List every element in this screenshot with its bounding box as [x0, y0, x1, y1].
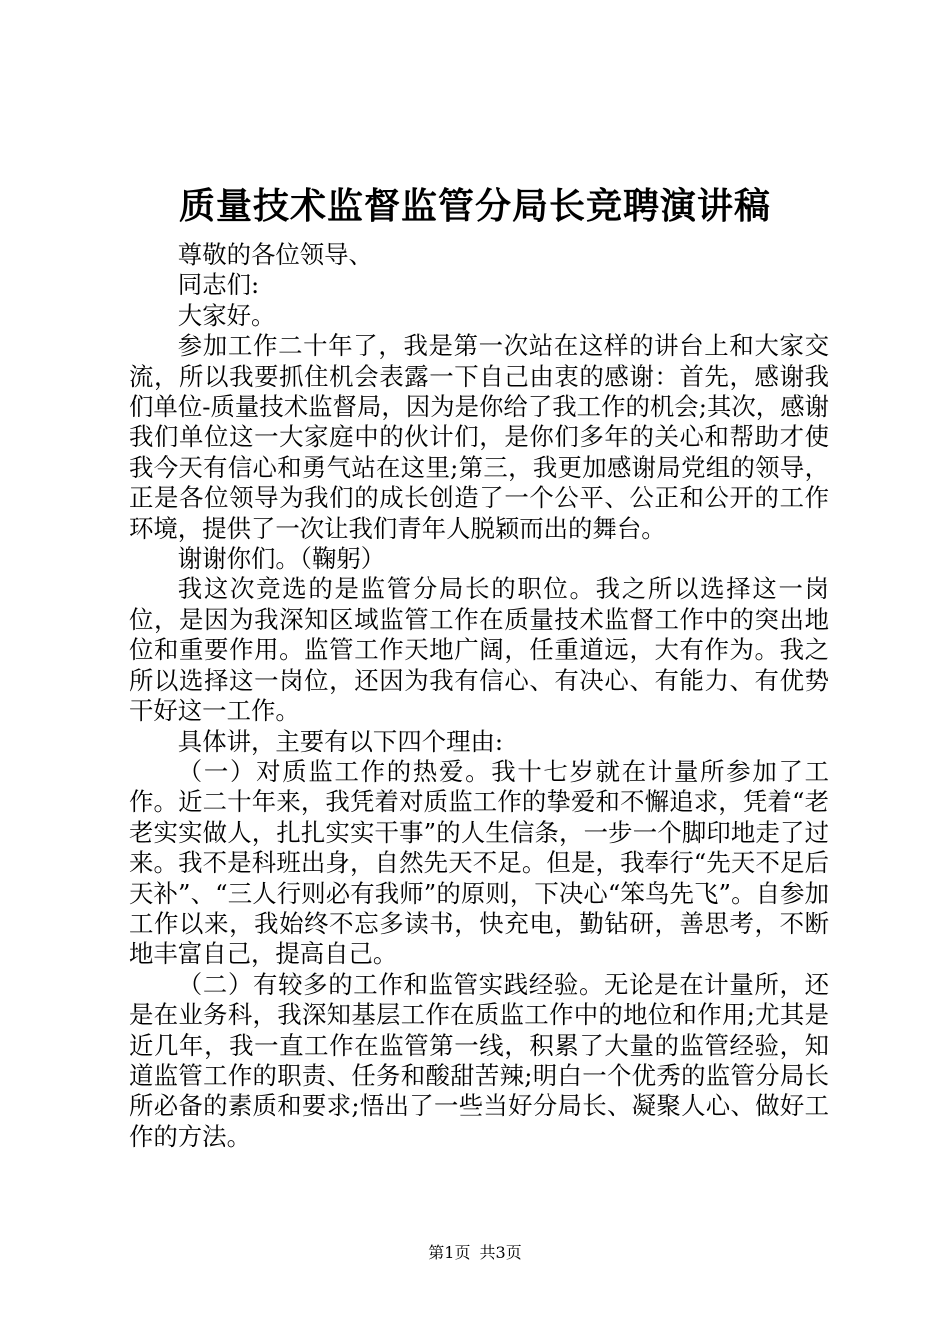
paragraph-reasons-intro: 具体讲，主要有以下四个理由: — [177, 726, 504, 756]
paragraph-position: 我这次竞选的是监管分局长的职位。我之所以选择这一岗位，是因为我深知区域监管工作在质量技术监督工作中的突出地位和重要作用。监管工作天地广阔，任重道远，大有作为。我之所以选择这一岗位，还因为我有信心、有决心、有能力、有优势干好这一工作。 — [129, 574, 829, 726]
page-footer — [0, 1243, 950, 1263]
paragraph-bow: 谢谢你们。（鞠躬） — [177, 544, 386, 574]
document-body — [129, 240, 829, 1152]
salutation-line-1: 尊敬的各位领导、 — [177, 240, 373, 269]
page-total: 共3页 — [479, 1243, 522, 1262]
document-title: 质量技术监督监管分局长竞聘演讲稿 — [178, 185, 771, 227]
paragraph-reason-2: （二）有较多的工作和监管实践经验。无论是在计量所，还是在业务科，我深知基层工作在质监工作中的地位和作用;尤其是近几年，我一直工作在监管第一线，积累了大量的监管经验，知道监管工作的职责、任务和酸甜苦辣;明白一个优秀的监管分局长所必备的素质和要求;悟出了一些当好分局长、凝聚人心、做好工作的方法。 — [129, 969, 829, 1151]
salutation-line-2: 同志们: — [177, 270, 260, 300]
greeting-line: 大家好。 — [177, 300, 276, 330]
page-number: 第1页 — [428, 1243, 471, 1262]
paragraph-reason-1: （一）对质监工作的热爱。我十七岁就在计量所参加了工作。近二十年来，我凭着对质监工作的挚爱和不懈追求，凭着“老老实实做人，扎扎实实干事”的人生信条，一步一个脚印地走了过来。我不是科班出身，自然先天不足。但是，我奉行“先天不足后天补”、“三人行则必有我师”的原则，下决心“笨鸟先飞”。自参加工作以来，我始终不忘多读书，快充电，勤钻研，善思考，不断地丰富自己，提高自己。 — [129, 756, 829, 969]
paragraph-thanks: 参加工作二十年了，我是第一次站在这样的讲台上和大家交流，所以我要抓住机会表露一下自己由衷的感谢：首先，感谢我们单位-质量技术监督局，因为是你给了我工作的机会;其次，感谢我们单位这一大家庭中的伙计们，是你们多年的关心和帮助才使我今天有信心和勇气站在这里;第三，我更加感谢局党组的领导，正是各位领导为我们的成长创造了一个公平、公正和公开的工作环境，提供了一次让我们青年人脱颖而出的舞台。 — [129, 331, 829, 543]
